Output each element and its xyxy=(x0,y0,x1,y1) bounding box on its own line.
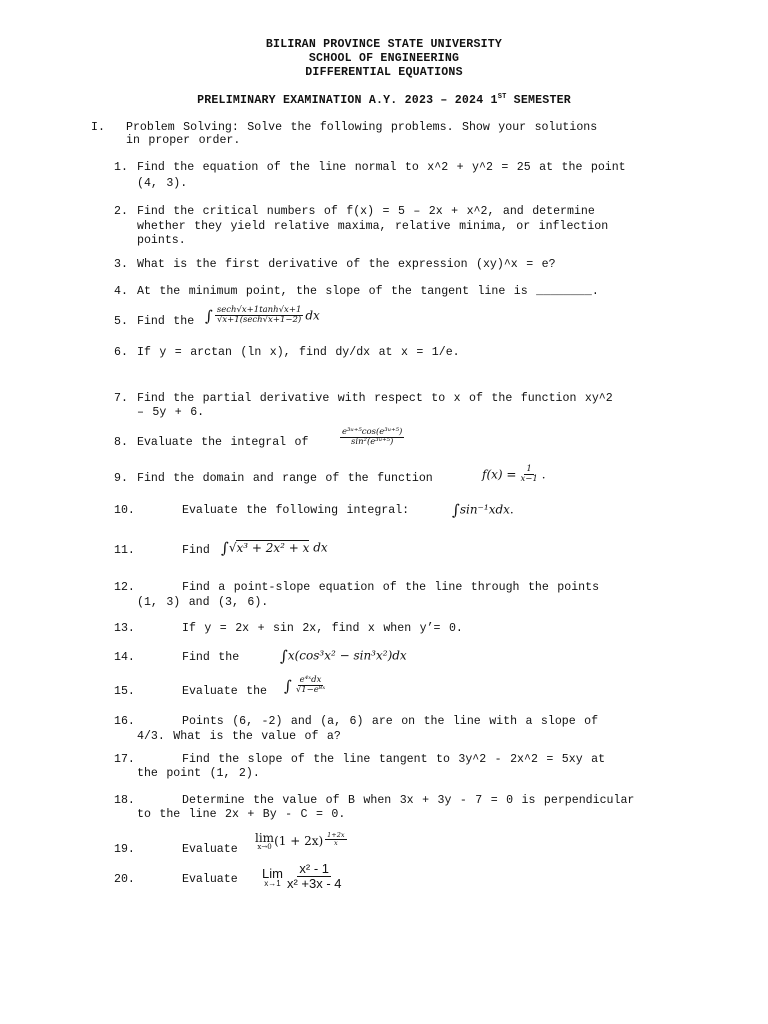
question-number: 8. xyxy=(114,436,128,449)
question-4-line1: At the minimum point, the slope of the tangent line is ________. xyxy=(137,285,599,298)
formula-radicand: x³ + 2x² + x xyxy=(236,540,310,555)
course-name: DIFFERENTIAL EQUATIONS xyxy=(305,66,463,79)
formula-numerator: e⁴ˣdx xyxy=(299,675,322,685)
question-10-formula xyxy=(452,501,514,519)
question-number: 2. xyxy=(114,205,128,218)
question-number: 10. xyxy=(114,504,135,517)
university-name: BILIRAN PROVINCE STATE UNIVERSITY xyxy=(265,38,503,51)
integral-sign-icon: ∫ xyxy=(280,647,288,665)
integral-sign-icon: ∫ xyxy=(205,307,213,326)
question-5-formula xyxy=(205,306,320,326)
question-6-line1: If y = arctan (ln x), find dy/dx at x = 1/e. xyxy=(137,346,460,359)
question-2-line2: whether they yield relative maxima, relative minima, or inflection xyxy=(137,220,609,233)
question-number: 9. xyxy=(114,472,128,485)
question-19-text: Evaluate xyxy=(182,843,238,856)
limit-subscript: x→1 xyxy=(264,878,281,888)
question-number: 1. xyxy=(114,161,128,174)
formula-dx: dx xyxy=(305,308,320,323)
question-18-line1: Determine the value of B when 3x + 3y - 7 = 0 is perpendicular xyxy=(182,794,635,807)
question-number: 6. xyxy=(114,346,128,359)
question-5-text: Find the xyxy=(137,315,195,328)
question-number: 7. xyxy=(114,392,128,405)
question-number: 3. xyxy=(114,258,128,271)
formula-numerator: sech√x+1tanh√x+1 xyxy=(216,305,302,315)
formula-base: (1 + 2x) xyxy=(274,834,324,848)
question-12-line1: Find a point-slope equation of the line through the points xyxy=(182,581,600,594)
question-11-formula xyxy=(221,539,328,557)
question-number: 14. xyxy=(114,651,135,664)
formula-period: . xyxy=(509,502,514,517)
integral-sign-icon: ∫ xyxy=(221,539,229,557)
question-number: 19. xyxy=(114,843,135,856)
question-19-formula xyxy=(255,832,349,851)
formula-expression: sin⁻¹xdx xyxy=(459,502,510,517)
question-20-text: Evaluate xyxy=(182,873,238,886)
question-17-line2: the point (1, 2). xyxy=(137,767,260,780)
formula-dx: dx xyxy=(313,540,328,555)
school-name: SCHOOL OF ENGINEERING xyxy=(308,52,460,65)
question-12-line2: (1, 3) and (3, 6). xyxy=(137,596,269,609)
question-16-line1: Points (6, -2) and (a, 6) are on the line with a slope of xyxy=(182,715,599,728)
section-instruction-line2: in proper order. xyxy=(126,134,241,147)
integral-sign-icon: ∫ xyxy=(452,501,460,519)
question-17-line1: Find the slope of the line tangent to 3y^2 - 2x^2 = 5xy at xyxy=(182,753,606,766)
radical-sign-icon: √ xyxy=(228,540,237,555)
question-number: 20. xyxy=(114,873,135,886)
question-number: 4. xyxy=(114,285,128,298)
question-number: 15. xyxy=(114,685,135,698)
question-8-formula xyxy=(338,428,406,448)
question-2-line1: Find the critical numbers of f(x) = 5 – 2x + x^2, and determine xyxy=(137,205,595,218)
question-number: 18. xyxy=(114,794,135,807)
formula-numerator: x² - 1 xyxy=(299,861,330,876)
question-14-formula xyxy=(280,647,407,665)
question-15-text: Evaluate the xyxy=(182,685,267,698)
formula-period: . xyxy=(541,467,546,482)
formula-expression: x(cos³x² − sin³x²)dx xyxy=(287,648,407,663)
integral-sign-icon: ∫ xyxy=(284,677,292,696)
question-10-text: Evaluate the following integral: xyxy=(182,504,410,517)
question-number: 11. xyxy=(114,544,135,557)
function-label: f(x) = xyxy=(482,467,517,482)
question-9-text: Find the domain and range of the function xyxy=(137,472,433,485)
exam-title xyxy=(0,93,768,107)
question-number: 12. xyxy=(114,581,135,594)
formula-denominator: √x+1(sech√x+1−2) xyxy=(216,315,302,326)
exam-title-main: PRELIMINARY EXAMINATION A.Y. 2023 – 2024 1 xyxy=(197,93,498,107)
question-7-line2: – 5y + 6. xyxy=(137,406,205,419)
formula-denominator: sin²(e³ᵘ⁺⁵) xyxy=(351,437,394,448)
question-1-line1: Find the equation of the line normal to x^2 + y^2 = 25 at the point xyxy=(137,161,626,174)
exam-title-tail: SEMESTER xyxy=(506,93,571,107)
section-instruction-line1: Problem Solving: Solve the following problems. Show your solutions xyxy=(126,121,598,134)
question-number: 17. xyxy=(114,753,135,766)
formula-denominator: x−1 xyxy=(520,474,538,485)
limit-label: lim xyxy=(255,831,275,845)
question-14-text: Find the xyxy=(182,651,240,664)
question-13-line1: If y = 2x + sin 2x, find x when y’= 0. xyxy=(182,622,463,635)
exam-title-superscript: ST xyxy=(497,93,507,101)
question-1-line2: (4, 3). xyxy=(137,177,188,190)
formula-numerator: e³ᵘ⁺⁵cos(e³ᵘ⁺⁵) xyxy=(342,427,403,437)
question-8-text: Evaluate the integral of xyxy=(137,436,309,449)
question-number: 16. xyxy=(114,715,135,728)
question-18-line2: to the line 2x + By - C = 0. xyxy=(137,808,346,821)
question-15-formula xyxy=(284,676,329,696)
limit-label: Lim xyxy=(262,865,283,881)
question-20-formula xyxy=(262,862,346,892)
question-11-text: Find xyxy=(182,544,210,557)
section-number: I. xyxy=(91,121,105,134)
question-3-line1: What is the first derivative of the expression (xy)^x = e? xyxy=(137,258,556,271)
question-number: 13. xyxy=(114,622,135,635)
exponent-numerator: 1+2x xyxy=(327,831,345,839)
limit-subscript: x→0 xyxy=(257,843,272,851)
exponent-denominator: x xyxy=(334,839,338,848)
question-9-formula xyxy=(482,465,546,485)
question-2-line3: points. xyxy=(137,234,186,247)
formula-denominator: x² +3x - 4 xyxy=(286,876,342,892)
formula-denominator: √1−e⁸ˣ xyxy=(295,685,326,696)
formula-numerator: 1 xyxy=(526,464,532,474)
question-16-line2: 4/3. What is the value of a? xyxy=(137,730,341,743)
question-number: 5. xyxy=(114,315,128,328)
question-7-line1: Find the partial derivative with respect to x of the function xy^2 xyxy=(137,392,613,405)
